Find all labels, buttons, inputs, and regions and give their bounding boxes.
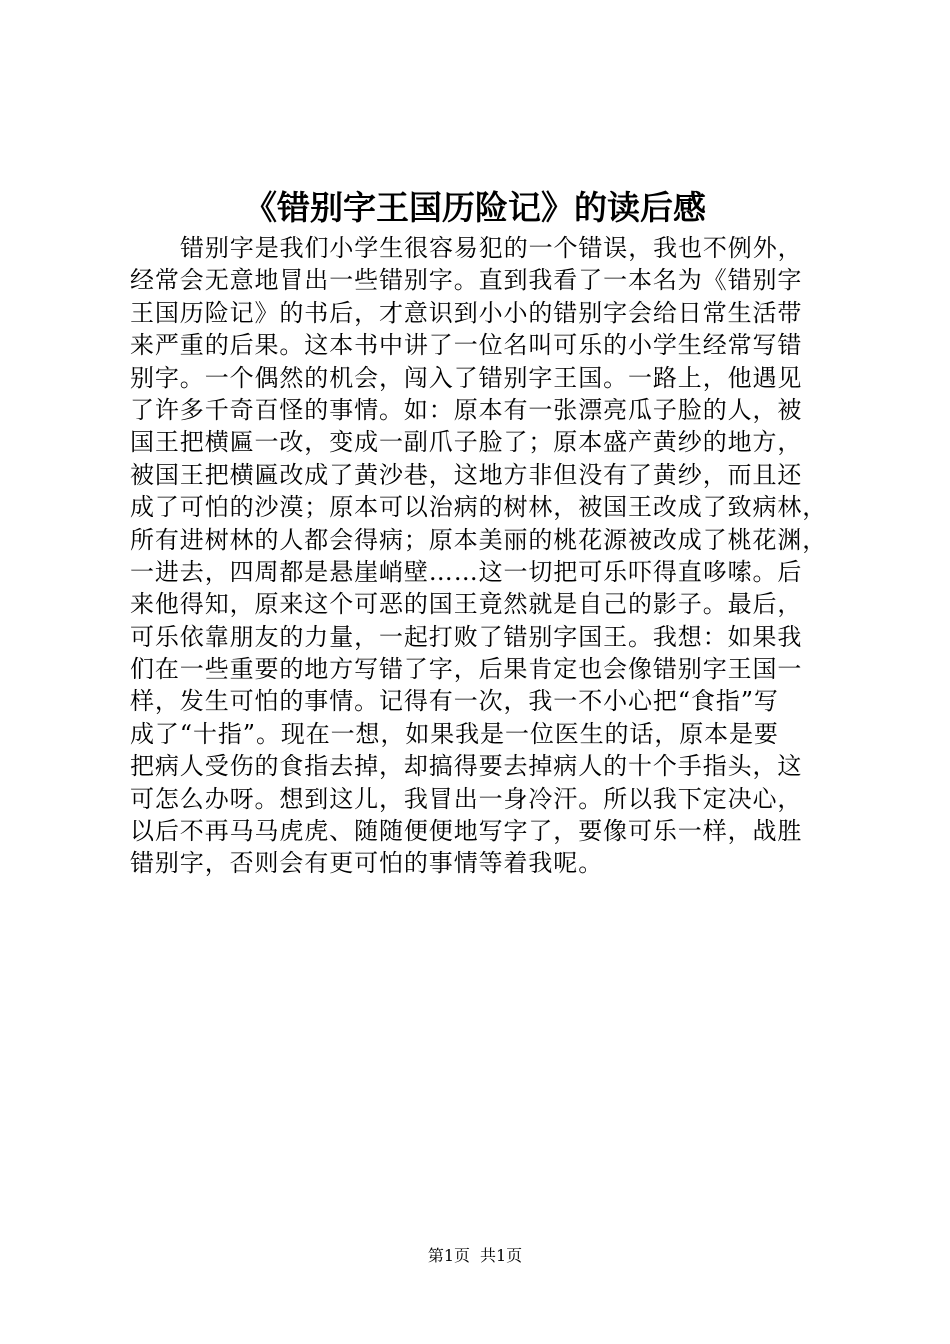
body-line: 错别字是我们小学生很容易犯的一个错误，我也不例外， (180, 234, 803, 262)
page-number-current: 第1页 (427, 1246, 470, 1265)
document-title: 《错别字王国历险记》的读后感 (244, 188, 706, 227)
body-line: 所有进树林的人都会得病；原本美丽的桃花源被改成了桃花渊， (130, 525, 828, 554)
body-line: 把病人受伤的食指去掉，却搞得要去掉病人的十个手指头，这 (130, 752, 803, 781)
body-line: 别字。一个偶然的机会，闯入了错别字王国。一路上，他遇见 (130, 363, 803, 392)
body-line: 错别字，否则会有更可怕的事情等着我呢。 (130, 849, 604, 878)
page-number-total: 共1页 (480, 1246, 523, 1265)
body-line: 了许多千奇百怪的事情。如：原本有一张漂亮瓜子脸的人，被 (130, 395, 803, 424)
body-line: 成了“十指”。现在一想，如果我是一位医生的话，原本是要 (130, 719, 779, 748)
body-line: 来严重的后果。这本书中讲了一位名叫可乐的小学生经常写错 (130, 331, 803, 360)
body-line: 来他得知，原来这个可恶的国王竟然就是自己的影子。最后， (130, 590, 803, 619)
body-line: 成了可怕的沙漠；原本可以治病的树林，被国王改成了致病林， (130, 493, 828, 522)
body-line: 国王把横匾一改，变成一副爪子脸了；原本盛产黄纱的地方， (130, 428, 803, 457)
document-body (130, 232, 842, 880)
body-line: 王国历险记》的书后，才意识到小小的错别字会给日常生活带 (130, 298, 803, 327)
body-line: 可怎么办呀。想到这儿，我冒出一身冷汗。所以我下定决心， (130, 784, 803, 813)
body-line: 以后不再马马虎虎、随随便便地写字了，要像可乐一样，战胜 (130, 817, 803, 846)
body-line: 可乐依靠朋友的力量，一起打败了错别字国王。我想：如果我 (130, 622, 803, 651)
body-line: 们在一些重要的地方写错了字，后果肯定也会像错别字王国一 (130, 655, 803, 684)
body-line: 经常会无意地冒出一些错别字。直到我看了一本名为《错别字 (130, 266, 803, 295)
body-line: 一进去，四周都是悬崖峭壁……这一切把可乐吓得直哆嗦。后 (130, 557, 803, 586)
body-line: 被国王把横匾改成了黄沙巷，这地方非但没有了黄纱，而且还 (130, 460, 803, 489)
body-line: 样，发生可怕的事情。记得有一次，我一不小心把“食指”写 (130, 687, 779, 716)
page-footer (0, 1246, 950, 1266)
